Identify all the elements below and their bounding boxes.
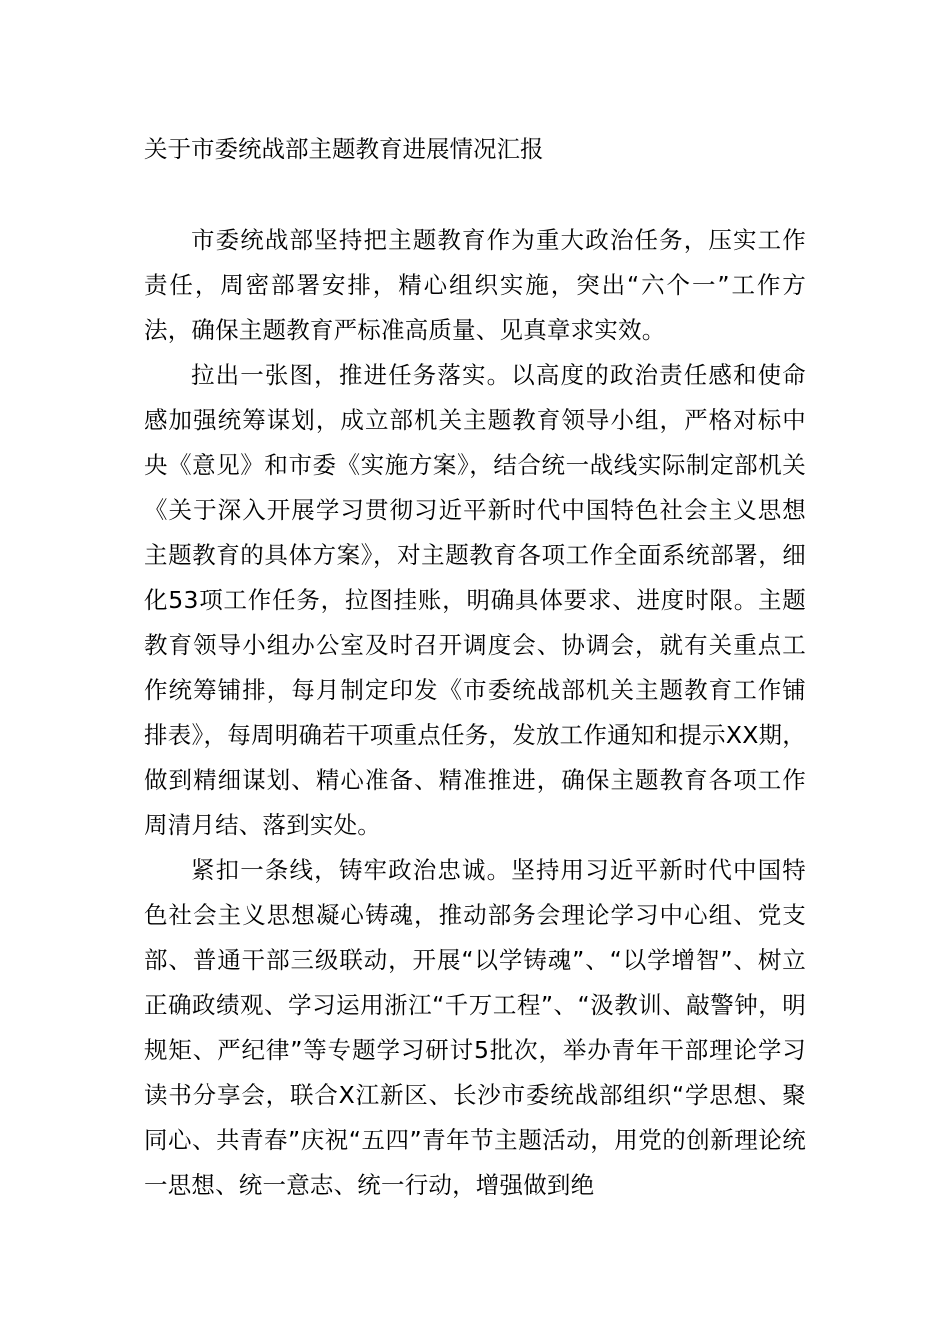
paragraph-political-loyalty: 紧扣一条线，铸牢政治忠诚。坚持用习近平新时代中国特色社会主义思想凝心铸魂，推动部务会理论学习中心组、党支部、普通干部三级联动，开展“以学铸魂”、“以学增智”、树立正确政绩观、学习运用浙江“千万工程”、“汲教训、敲警钟，明规矩、严纪律”等专题学习研讨5批次，举办青年干部理论学习读书分享会，联合X江新区、长沙市委统战部组织“学思想、聚同心、共青春”庆祝“五四”青年节主题活动，用党的创新理论统一思想、统一意志、统一行动，增强做到绝 [144,856,806,1199]
paragraph-intro: 市委统战部坚持把主题教育作为重大政治任务，压实工作责任，周密部署安排，精心组织实施，突出“六个一”工作方法，确保主题教育严标准高质量、见真章求实效。 [144,226,806,344]
paragraph-task-implementation: 拉出一张图，推进任务落实。以高度的政治责任感和使命感加强统筹谋划，成立部机关主题教育领导小组，严格对标中央《意见》和市委《实施方案》，结合统一战线实际制定部机关《关于深入开展学习贯彻习近平新时代中国特色社会主义思想主题教育的具体方案》，对主题教育各项工作全面系统部署，细化53项工作任务，拉图挂账，明确具体要求、进度时限。主题教育领导小组办公室及时召开调度会、协调会，就有关重点工作统筹铺排，每月制定印发《市委统战部机关主题教育工作铺排表》，每周明确若干项重点任务，发放工作通知和提示XX期，做到精细谋划、精心准备、精准推进，确保主题教育各项工作周清月结、落到实处。 [144,361,806,839]
document-title: 关于市委统战部主题教育进展情况汇报 [144,135,544,163]
document-body [144,218,806,1208]
